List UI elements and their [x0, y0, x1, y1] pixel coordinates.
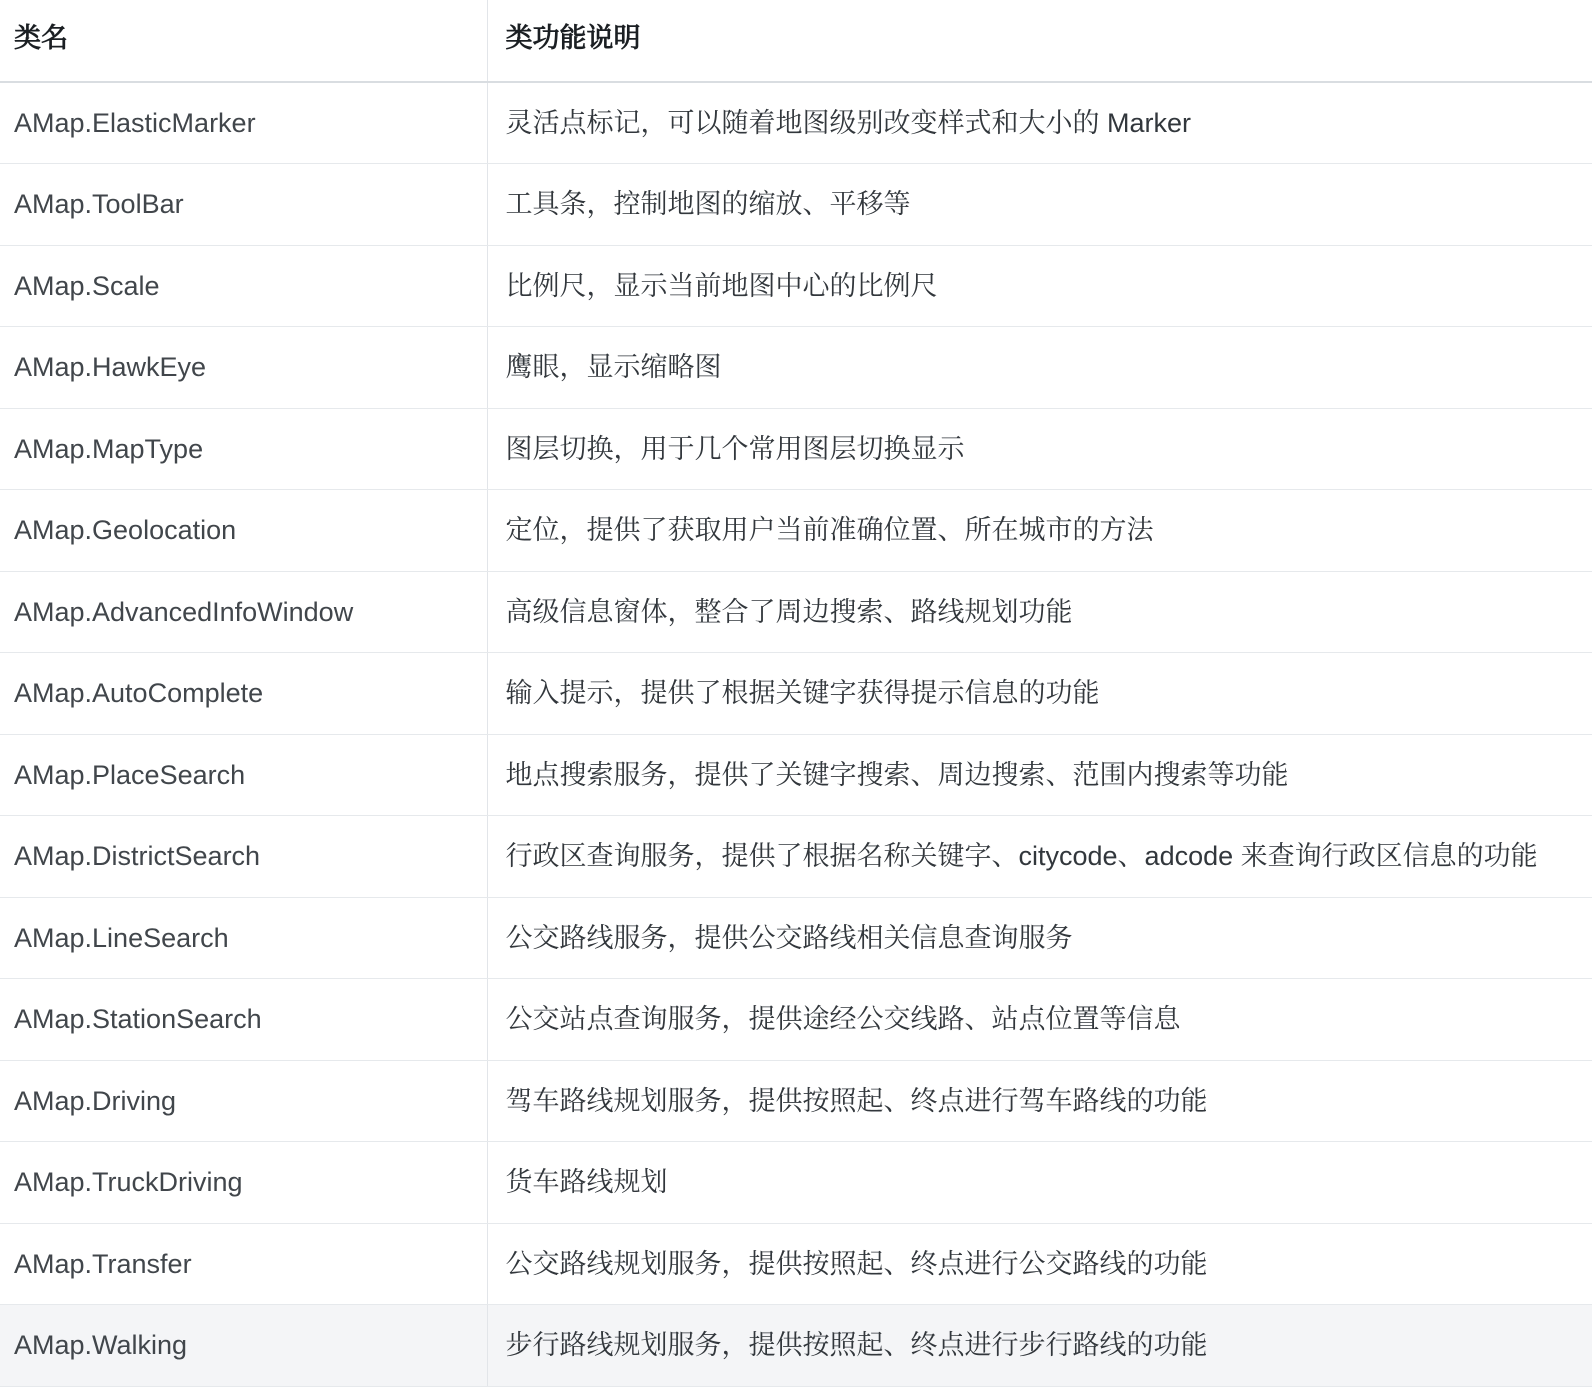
table-row — [0, 979, 1592, 1061]
cell-class-description: 行政区查询服务，提供了根据名称关键字、citycode、adcode 来查询行政区信息的功能 — [487, 816, 1592, 898]
cell-class-description: 步行路线规划服务，提供按照起、终点进行步行路线的功能 — [487, 1305, 1592, 1387]
cell-class-description: 定位，提供了获取用户当前准确位置、所在城市的方法 — [487, 490, 1592, 572]
cell-class-description: 图层切换，用于几个常用图层切换显示 — [487, 408, 1592, 490]
cell-class-name: AMap.LineSearch — [0, 897, 487, 979]
table-header-row — [0, 0, 1592, 82]
table-row — [0, 164, 1592, 246]
table-row — [0, 245, 1592, 327]
cell-class-description: 驾车路线规划服务，提供按照起、终点进行驾车路线的功能 — [487, 1060, 1592, 1142]
cell-class-name: AMap.PlaceSearch — [0, 734, 487, 816]
table-row — [0, 1305, 1592, 1387]
cell-class-name: AMap.HawkEye — [0, 327, 487, 409]
cell-class-description: 公交站点查询服务，提供途经公交线路、站点位置等信息 — [487, 979, 1592, 1061]
table-row — [0, 734, 1592, 816]
cell-class-description: 鹰眼，显示缩略图 — [487, 327, 1592, 409]
column-header-class-name: 类名 — [0, 0, 487, 82]
table-row — [0, 1223, 1592, 1305]
cell-class-name: AMap.Walking — [0, 1305, 487, 1387]
cell-class-name: AMap.ElasticMarker — [0, 82, 487, 164]
table-row — [0, 490, 1592, 572]
cell-class-description: 工具条，控制地图的缩放、平移等 — [487, 164, 1592, 246]
cell-class-name: AMap.TruckDriving — [0, 1142, 487, 1224]
cell-class-name: AMap.Scale — [0, 245, 487, 327]
cell-class-description: 高级信息窗体，整合了周边搜索、路线规划功能 — [487, 571, 1592, 653]
cell-class-name: AMap.StationSearch — [0, 979, 487, 1061]
cell-class-description: 比例尺，显示当前地图中心的比例尺 — [487, 245, 1592, 327]
cell-class-name: AMap.AdvancedInfoWindow — [0, 571, 487, 653]
table-row — [0, 1060, 1592, 1142]
cell-class-description: 灵活点标记，可以随着地图级别改变样式和大小的 Marker — [487, 82, 1592, 164]
table-row — [0, 408, 1592, 490]
cell-class-description: 公交路线规划服务，提供按照起、终点进行公交路线的功能 — [487, 1223, 1592, 1305]
cell-class-name: AMap.Driving — [0, 1060, 487, 1142]
cell-class-name: AMap.ToolBar — [0, 164, 487, 246]
table-row — [0, 82, 1592, 164]
cell-class-description: 货车路线规划 — [487, 1142, 1592, 1224]
table-row — [0, 653, 1592, 735]
table-row — [0, 327, 1592, 409]
cell-class-description: 输入提示，提供了根据关键字获得提示信息的功能 — [487, 653, 1592, 735]
table-row — [0, 1142, 1592, 1224]
cell-class-description: 地点搜索服务，提供了关键字搜索、周边搜索、范围内搜索等功能 — [487, 734, 1592, 816]
cell-class-name: AMap.Geolocation — [0, 490, 487, 572]
table-row — [0, 897, 1592, 979]
table-header — [0, 0, 1592, 82]
cell-class-name: AMap.Transfer — [0, 1223, 487, 1305]
column-header-class-description: 类功能说明 — [487, 0, 1592, 82]
table-row — [0, 816, 1592, 898]
cell-class-name: AMap.DistrictSearch — [0, 816, 487, 898]
cell-class-name: AMap.AutoComplete — [0, 653, 487, 735]
table-row — [0, 571, 1592, 653]
cell-class-name: AMap.MapType — [0, 408, 487, 490]
table-body — [0, 82, 1592, 1387]
cell-class-description: 公交路线服务，提供公交路线相关信息查询服务 — [487, 897, 1592, 979]
